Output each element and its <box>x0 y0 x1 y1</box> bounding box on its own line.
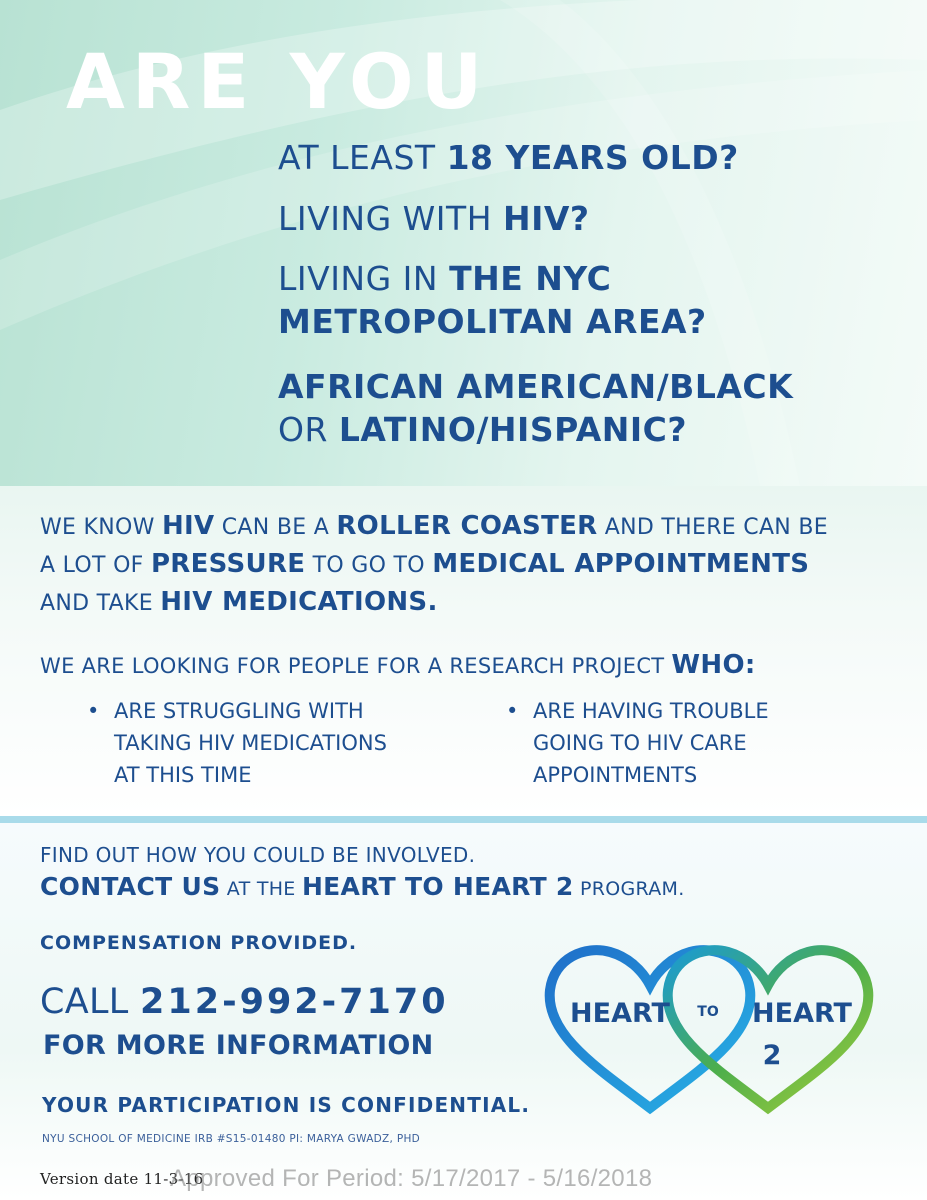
confidential-text: YOUR PARTICIPATION IS CONFIDENTIAL. <box>42 1093 531 1117</box>
bullet-dot: • <box>87 699 100 723</box>
more-info-text: FOR MORE INFORMATION <box>43 1030 434 1061</box>
question-hiv: LIVING WITH HIV? <box>278 199 590 238</box>
approval-stamp: Approved For Period: 5/17/2017 - 5/16/2018 <box>170 1165 653 1192</box>
logo-heart2-text: HEART <box>752 998 852 1029</box>
hero-section <box>0 0 927 486</box>
logo-heart-text: HEART <box>570 998 670 1029</box>
green-heart-icon <box>668 950 869 1108</box>
contact-line: CONTACT US AT THE HEART TO HEART 2 PROGRAM. <box>40 872 685 901</box>
find-out-text: FIND OUT HOW YOU COULD BE INVOLVED. <box>40 843 476 867</box>
looking-for-text: WE ARE LOOKING FOR PEOPLE FOR A RESEARCH PROJECT WHO: <box>40 650 756 680</box>
headline: ARE YOU <box>66 37 490 126</box>
question-location: LIVING IN THE NYC METROPOLITAN AREA? <box>278 259 707 341</box>
intro-paragraph: WE KNOW HIV CAN BE A ROLLER COASTER AND THERE CAN BE A LOT OF PRESSURE TO GO TO MEDICAL APPOINTMENTS AND TAKE HIV MEDICATIONS. <box>40 511 828 617</box>
question-age: AT LEAST 18 YEARS OLD? <box>278 138 739 177</box>
heart-to-heart-logo <box>540 940 880 1120</box>
irb-text: NYU SCHOOL OF MEDICINE IRB #S15-01480 PI: MARYA GWADZ, PHD <box>42 1133 421 1145</box>
question-ethnicity: AFRICAN AMERICAN/BLACK OR LATINO/HISPANIC? <box>278 367 794 449</box>
blue-heart-icon <box>550 950 751 1108</box>
phone-number[interactable]: 212-992-7170 <box>140 982 449 1022</box>
compensation-text: COMPENSATION PROVIDED. <box>40 932 358 954</box>
version-date: Version date 11-3-16 <box>40 1170 204 1188</box>
section-divider <box>0 816 927 823</box>
logo-two-text: 2 <box>762 1040 782 1071</box>
bullet-medications: • ARE STRUGGLING WITH TAKING HIV MEDICATIONS AT THIS TIME <box>114 695 387 791</box>
logo-to-text: TO <box>697 1004 719 1020</box>
bullet-appointments: • ARE HAVING TROUBLE GOING TO HIV CARE APPOINTMENTS <box>533 695 769 791</box>
bullet-dot: • <box>506 699 519 723</box>
call-line: CALL 212-992-7170 <box>40 982 449 1022</box>
